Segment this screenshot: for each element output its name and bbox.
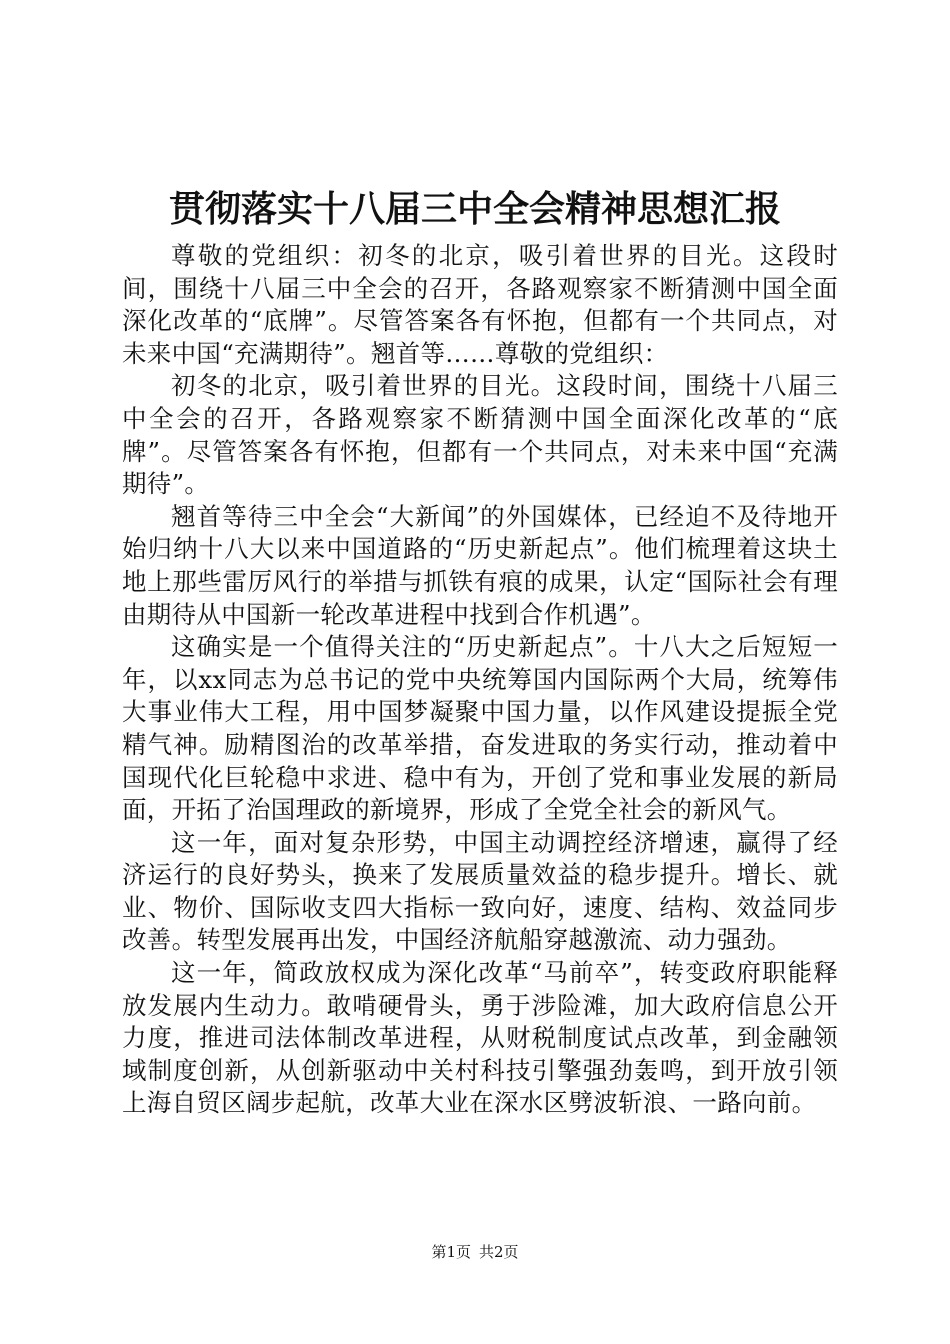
paragraph: 初冬的北京，吸引着世界的目光。这段时间，围绕十八届三中全会的召开，各路观察家不断猜测中国全面深化改革的“底牌”。尽管答案各有怀抱，但都有一个共同点，对未来中国“充满期待”。	[122, 371, 838, 499]
page-total: 共2页	[479, 1243, 519, 1261]
paragraph: 这确实是一个值得关注的“历史新起点”。十八大之后短短一年，以xx同志为总书记的党中央统筹国内国际两个大局，统筹伟大事业伟大工程，用中国梦凝聚中国力量，以作风建设提振全党精气神。励精图治的改革举措，奋发进取的务实行动，推动着中国现代化巨轮稳中求进、稳中有为，开创了党和事业发展的新局面，开拓了治国理政的新境界，形成了全党全社会的新风气。	[122, 632, 838, 825]
page-footer	[0, 1240, 950, 1264]
paragraph: 这一年，面对复杂形势，中国主动调控经济增速，赢得了经济运行的良好势头，换来了发展质量效益的稳步提升。增长、就业、物价、国际收支四大指标一致向好，速度、结构、效益同步改善。转型发展再出发，中国经济航船穿越激流、动力强劲。	[122, 827, 838, 955]
document-title: 贯彻落实十八届三中全会精神思想汇报	[168, 188, 781, 230]
paragraph: 翘首等待三中全会“大新闻”的外国媒体，已经迫不及待地开始归纳十八大以来中国道路的“历史新起点”。他们梳理着这块土地上那些雷厉风行的举措与抓铁有痕的成果，认定“国际社会有理由期待从中国新一轮改革进程中找到合作机遇”。	[122, 501, 838, 629]
document-body	[122, 240, 838, 1120]
paragraph: 这一年，简政放权成为深化改革“马前卒”，转变政府职能释放发展内生动力。敢啃硬骨头，勇于涉险滩，加大政府信息公开力度，推进司法体制改革进程，从财税制度试点改革，到金融领域制度创新，从创新驱动中关村科技引擎强劲轰鸣，到开放引领上海自贸区阔步起航，改革大业在深水区劈波斩浪、一路向前。	[122, 958, 838, 1118]
page-number: 第1页	[431, 1243, 471, 1261]
paragraph: 尊敬的党组织：初冬的北京，吸引着世界的目光。这段时间，围绕十八届三中全会的召开，各路观察家不断猜测中国全面深化改革的“底牌”。尽管答案各有怀抱，但都有一个共同点，对未来中国“充满期待”。翘首等……尊敬的党组织：	[122, 241, 838, 368]
